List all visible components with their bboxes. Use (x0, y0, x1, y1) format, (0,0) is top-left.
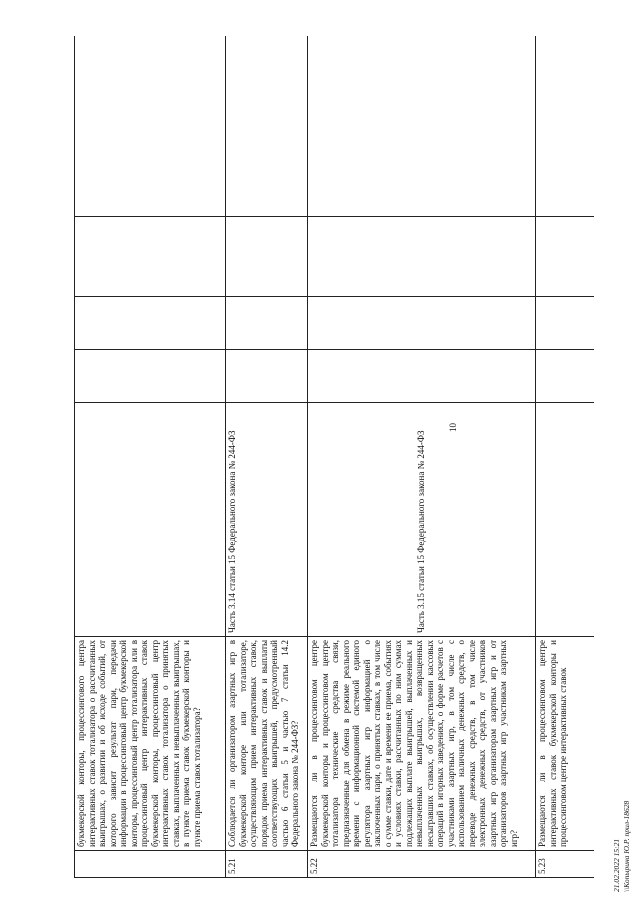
not-applicable-cell (75, 217, 226, 297)
table-row (536, 36, 595, 878)
question-cell: Размещаются ли в процессинговом центре интерактивных ставок букмекерской конторы и процессинговом центре интерактивных ставок (536, 637, 595, 851)
page-number: 10 (448, 423, 458, 432)
not-applicable-cell (536, 217, 595, 297)
table-row (75, 36, 226, 878)
answer-yes-cell (308, 350, 536, 403)
not-applicable-cell (226, 217, 308, 297)
footer-timestamp: 21.02.2022 15:21 (612, 838, 621, 892)
document-footer (612, 801, 632, 892)
law-reference-cell: Часть 3.14 статьи 15 Федерального закона № 244-ФЗ (226, 403, 308, 637)
row-number: 5.21 (226, 851, 308, 878)
row-number (75, 851, 226, 878)
note-cell (308, 36, 536, 217)
table-row (308, 36, 536, 878)
answer-no-cell (75, 297, 226, 350)
row-number: 5.22 (308, 851, 536, 878)
note-cell (75, 36, 226, 217)
question-cell: Размещаются ли в процессинговом центре букмекерской конторы и процессинговом центре тотализатора технические средства связи, предназначенные для обмена в режиме реального времени с информационной системой единого регулятора азартных игр информацией о заключенных пари, о принятых ставках, в том числе о сумме ставки, дате и времени ее приема, событиях и условиях ставки, рассчитанных по ним суммах подлежащих выплате выигрышей, выплаченных и невыплаченных выигрышах, возвращенных несыгравших ставках, об осуществлении кассовых операций в игорных заведениях, о форме расчетов с участниками азартных игр, в том числе с использованием наличных денежных средств, о переводе денежных средств, в том числе электронных денежных средств, от участников азартных игр организаторам азартных игр и от организаторов азартных игр участникам азартных игр? (308, 637, 536, 851)
row-number: 5.23 (536, 851, 595, 878)
note-cell (226, 36, 308, 217)
law-reference-cell (536, 403, 595, 637)
checklist-table-frame (74, 36, 594, 878)
not-applicable-cell (308, 217, 536, 297)
footer-file-path: \\Копырина Ю.Р. прил-18628 (622, 800, 631, 892)
answer-yes-cell (75, 350, 226, 403)
checklist-table (74, 36, 594, 878)
answer-yes-cell (226, 350, 308, 403)
table-row (226, 36, 308, 878)
law-reference-cell: Часть 3.15 статьи 15 Федерального закона № 244-ФЗ (308, 403, 536, 637)
note-cell (536, 36, 595, 217)
question-cell: Соблюдается ли организатором азартных игр в букмекерской конторе или тотализаторе, осуществляющим прием интерактивных ставок, порядок приема интерактивных ставок и выплаты соответствующих выигрышей, предусмотренный частью 6 статьи 5 и частью 7 статьи 14.2 Федерального закона № 244-ФЗ? (226, 637, 308, 851)
answer-no-cell (536, 297, 595, 350)
answer-yes-cell (536, 350, 595, 403)
law-reference-cell (75, 403, 226, 637)
answer-no-cell (226, 297, 308, 350)
question-cell: букмекерской конторы, процессингового центра интерактивных ставок тотализатора о рассчитанных выигрышах, о развитии и об исходе событий, от которого зависит результат пари, передачи информации в процессинговый центр букмекерской конторы, процессинговый центр тотализатора или в процессинговый центр интерактивных ставок букмекерской конторы, процессинговый центр интерактивных ставок тотализатора о принятых ставках, выплаченных и невыплаченных выигрышах, в пункте приема ставок букмекерской конторы и пункте приема ставок тотализатора? (75, 637, 226, 851)
answer-no-cell (308, 297, 536, 350)
